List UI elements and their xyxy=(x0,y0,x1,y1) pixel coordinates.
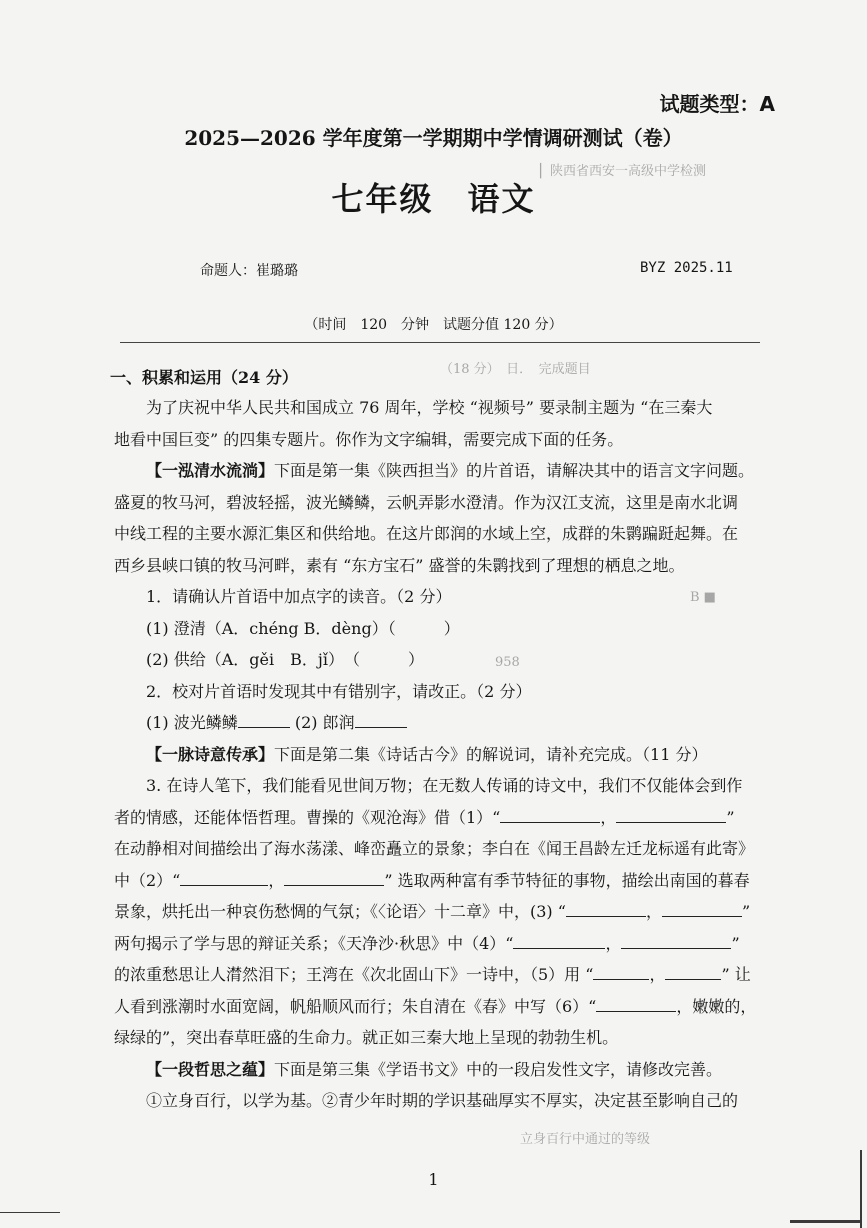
question-3-line: 绿绿的”，突出春草旺盛的生命力。就正如三秦大地上呈现的勃勃生机。 xyxy=(114,1028,619,1047)
answer-blank[interactable] xyxy=(284,869,384,886)
intro-line: 为了庆祝中华人民共和国成立 76 周年，学校 “视频号” 要录制主题为 “在三秦大 xyxy=(146,398,713,417)
part-description: 下面是第二集《诗话古今》的解说词，请补充完成。（11 分） xyxy=(274,744,708,764)
answer-blank[interactable] xyxy=(616,806,726,823)
scan-edge xyxy=(790,1220,860,1223)
answer-blank[interactable] xyxy=(238,711,290,728)
exam-type-label: 试题类型：A xyxy=(659,92,775,116)
answer-blank[interactable] xyxy=(662,900,742,917)
part-heading xyxy=(114,739,774,771)
part-description: 下面是第三集《学语书文》中的一段启发性文字，请修改完善。 xyxy=(274,1059,723,1079)
bleed-through-text: B ■ xyxy=(690,590,716,605)
part-3-text: ①立身百行，以学为基。②青少年时期的学识基础厚实不厚实，决定甚至影响自己的 xyxy=(146,1091,739,1110)
part-title: 【一泓清水流淌】 xyxy=(146,461,275,480)
question-3-text: 中（2）“ xyxy=(114,870,181,890)
question-2: 2．校对片首语时发现其中有错别字，请改正。（2 分） xyxy=(146,681,532,701)
question-3-line: 的浓重愁思让人潸然泪下；王湾在《次北固山下》一诗中，（5）用 “ ， ” 让 xyxy=(114,965,751,984)
part-title: 【一段哲思之蕴】 xyxy=(146,1059,275,1079)
header-divider xyxy=(120,342,760,343)
question-3-line: 景象，烘托出一种哀伤愁惆的气氛；《〈论语〉十二章》中，(3) “ ， ” xyxy=(114,902,751,921)
question-1-option: (2) 供给（A．gěi B．jǐ） （ ） xyxy=(146,650,424,669)
time-and-score-info: （时间 120 分钟 试题分值 120 分） xyxy=(304,317,563,333)
question-3-line: 在动静相对间描绘出了海水荡漾、峰峦矗立的景象；李白在《闻王昌龄左迁龙标遥有此寄》 xyxy=(114,839,755,858)
answer-blank[interactable] xyxy=(593,963,649,980)
question-3-text: ” 选取两种富有季节特征的事物，描绘出南国的暮春 xyxy=(384,870,750,890)
question-3-text: 人看到涨潮时水面宽阔，帆船顺风而行；朱自清在《春》中写（6）“ xyxy=(114,996,597,1016)
part-heading xyxy=(114,455,774,487)
bleed-through-text: 958 xyxy=(495,655,520,670)
question-3-line: 3. 在诗人笔下，我们能看见世间万物；在无数人传诵的诗文中，我们不仅能体会到作 xyxy=(146,776,743,795)
question-3-text: 景象，烘托出一种哀伤愁惆的气氛；《〈论语〉十二章》中，(3) “ xyxy=(114,902,566,921)
passage-line: 中线工程的主要水源汇集区和供给地。在这片郎润的水域上空，成群的朱鹮蹁跹起舞。在 xyxy=(114,524,739,543)
question-3-text: 者的情感，还能体悟哲理。曹操的《观沧海》借（1）“ xyxy=(114,807,501,827)
question-block xyxy=(114,392,774,1117)
section-title: 一、积累和运用（24 分） xyxy=(110,368,298,387)
question-2-item: (2) 郎润 xyxy=(294,713,355,732)
part-description: 下面是第一集《陕西担当》的片首语，请解决其中的语言文字问题。 xyxy=(274,461,755,480)
part-title: 【一脉诗意传承】 xyxy=(146,744,275,764)
answer-blank[interactable] xyxy=(180,869,268,886)
question-3-line: 中（2）“ ， ” 选取两种富有季节特征的事物，描绘出南国的暮春 xyxy=(114,870,750,890)
answer-blank[interactable] xyxy=(355,711,407,728)
question-3-text: ，嫩嫩的， xyxy=(676,996,757,1016)
answer-blank[interactable] xyxy=(513,932,605,949)
subject-title: 七年级 语文 xyxy=(331,180,536,218)
scan-edge xyxy=(0,1212,60,1213)
author-line: 命题人：崔璐璐 xyxy=(200,263,298,279)
exam-title: 2025—2026 学年度第一学期期中学情调研测试（卷） xyxy=(184,126,683,150)
question-2-items xyxy=(114,707,774,739)
scan-edge xyxy=(860,1150,862,1228)
part-heading xyxy=(114,1054,774,1086)
question-3-text: 两句揭示了学与思的辩证关系；《天净沙·秋思》中（4）“ xyxy=(114,933,514,953)
question-1-option: (1) 澄清（A．chéng B．dèng）（ ） xyxy=(146,618,460,638)
intro-line: 地看中国巨变” 的四集专题片。你作为文字编辑，需要完成下面的任务。 xyxy=(114,429,624,449)
bleed-through-text: ▏陕西省西安一高级中学检测 xyxy=(540,164,706,179)
answer-blank[interactable] xyxy=(500,806,600,823)
question-3-line xyxy=(114,991,774,1023)
question-3-line: 两句揭示了学与思的辩证关系；《天净沙·秋思》中（4）“ ， ” xyxy=(114,933,740,953)
question-3-line: 者的情感，还能体悟哲理。曹操的《观沧海》借（1）“ ， ” xyxy=(114,807,735,827)
answer-blank[interactable] xyxy=(566,900,646,917)
answer-blank[interactable] xyxy=(665,963,721,980)
question-2-item: (1) 波光鳞鳞 xyxy=(146,713,238,732)
bleed-through-text: （18 分） 日． 完成题目 xyxy=(440,362,591,377)
question-1: 1．请确认片首语中加点字的读音。（2 分） xyxy=(146,587,452,606)
question-3-text: ” 让 xyxy=(721,965,751,984)
exam-code: BYZ 2025.11 xyxy=(640,260,733,276)
answer-blank[interactable] xyxy=(621,932,731,949)
bleed-through-text: 立身百行中通过的等级 xyxy=(520,1132,651,1147)
question-3-text: 的浓重愁思让人潸然泪下；王湾在《次北固山下》一诗中，（5）用 “ xyxy=(114,965,594,984)
passage-line: 西乡县峡口镇的牧马河畔，素有 “东方宝石” 盛誉的朱鹮找到了理想的栖息之地。 xyxy=(114,555,685,575)
page-number: 1 xyxy=(428,1170,439,1189)
answer-blank[interactable] xyxy=(596,995,676,1012)
passage-line: 盛夏的牧马河，碧波轻摇，波光鳞鳞，云帆弄影水澄清。作为汉江支流，这里是南水北调 xyxy=(114,492,739,512)
